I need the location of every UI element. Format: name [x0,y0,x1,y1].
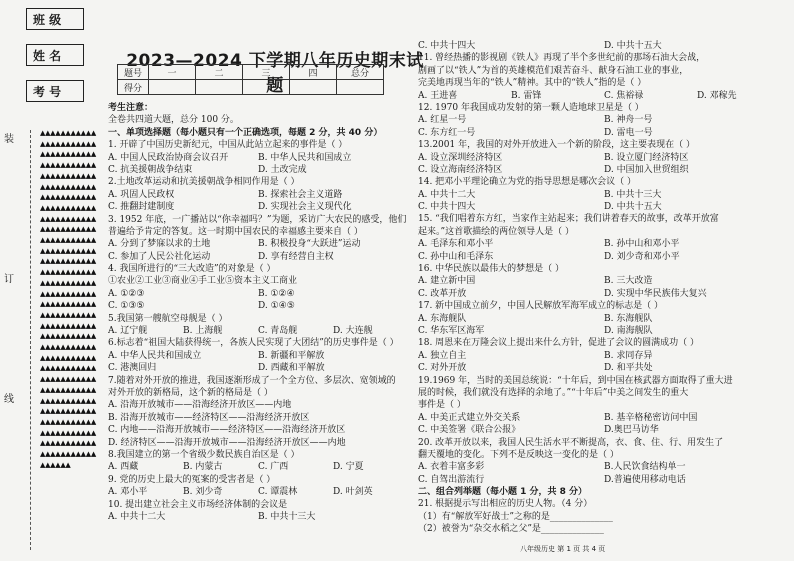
page-footer: 八年级历史 第 1 页 共 4 页 [520,545,606,553]
answer-option[interactable]: D. 土改完成 [258,164,307,175]
answer-option[interactable]: C. 华东军区海军 [418,325,485,336]
answer-option[interactable]: D. 西藏和平解放 [258,363,325,374]
answer-option[interactable]: C. 设立海南经济特区 [418,164,503,175]
answer-option[interactable]: C. 自驾出游流行 [418,474,485,485]
answer-options [418,189,790,201]
score-input[interactable] [149,80,196,95]
answer-options [108,461,408,473]
answer-option[interactable]: A. 独立自主 [418,350,467,361]
answer-option[interactable]: A. 中共十二大 [418,189,476,200]
answer-option[interactable]: D. 南海舰队 [604,325,653,336]
answer-option[interactable]: C. 改革开放 [418,288,467,299]
answer-options [108,511,408,523]
answer-option[interactable]: C. 孙中山和毛泽东 [418,251,494,262]
question-line: 14. 把邓小平理论确立为党的指导思想是哪次会议（ ） [418,177,637,188]
question-line: 5.我国第一艘航空母舰是（ ） [108,313,228,324]
question-line: 3. 1952 年底，一广播站以“你幸福吗？”为题，采访广大农民的感受，他们 [108,214,407,225]
answer-options [418,152,790,164]
answer-option[interactable]: D. 和平共处 [604,363,653,374]
question-line: 全卷共四道大题，总分 100 分。 [108,115,239,126]
score-cell: 一 [149,65,196,80]
question-line: 4. 我国所进行的“三大改造”的对象是（ ） [108,264,276,275]
answer-options [108,238,408,250]
answer-option[interactable]: B. 刘少奇 [183,487,223,498]
score-cell: 得分 [118,80,149,95]
answer-options [108,201,408,213]
question-line: 普遍给予肯定的答复。这一时期中国农民的幸福感主要来自（ ） [108,226,363,237]
answer-options [108,325,408,337]
score-row-headers [118,65,384,80]
answer-option[interactable]: A. 分到了梦寐以求的土地 [108,239,211,250]
answer-option[interactable]: D. 享有经营自主权 [258,251,334,262]
score-cell: 二 [196,65,243,80]
answer-option[interactable]: D. 实现社会主义现代化 [258,202,352,213]
question-line: 15. “我们唱着东方红，当家作主站起来；我们讲着春天的故事，改革开放富 [418,214,719,225]
answer-option[interactable]: D. 叶剑英 [333,487,373,498]
answer-options [108,486,408,498]
answer-options [418,275,790,287]
question-line: 一、单项选择题（每小题只有一个正确选项，每题 2 分，共 40 分） [108,127,383,138]
answer-option[interactable]: C. 推翻封建制度 [108,202,175,213]
answer-option[interactable]: A. 中共十二大 [108,511,166,522]
answer-options [418,127,790,139]
answer-option[interactable]: C. 中共十四大 [418,41,476,51]
answer-option[interactable]: A. 红星一号 [418,115,467,126]
answer-options [418,288,790,300]
answer-option[interactable]: C. 参加了人民公社化运动 [108,251,211,262]
answer-options [418,350,790,362]
answer-option[interactable]: B. 基辛格秘密访问中国 [604,412,698,423]
question-line: 翻天覆地的变化。下列不是反映这一变化的是（ ） [418,449,619,460]
answer-option[interactable]: B. 探索社会主义道路 [258,189,343,200]
answer-option[interactable]: B. 神舟一号 [604,115,653,126]
question-line: D. 经济特区——沿海开放城市——沿海经济开放区——内地 [108,437,346,448]
answer-option[interactable]: A. 邓小平 [108,487,148,498]
score-input[interactable] [243,80,290,95]
answer-option[interactable]: A. 辽宁舰 [108,326,148,337]
answer-options [108,300,408,312]
score-input[interactable] [290,80,337,95]
question-line: 16. 中华民族以最伟大的梦想是（ ） [418,264,565,275]
question-line: 11. 曾经热播的影视剧《铁人》再现了半个多世纪前的那场石油大会战， [418,53,706,64]
answer-option[interactable]: D. 大连舰 [333,326,373,337]
answer-option[interactable]: B. 雷锋 [511,90,542,101]
fold-mark-xian: 线 [4,394,14,405]
class-field[interactable]: 班 级 [26,8,84,30]
question-line: A. 沿海开放城市——沿海经济开放区——内地 [108,400,292,411]
exam-title: 2023—2024 下学期八年历史期末试题 [126,51,424,96]
question-line: 6.标志着“祖国大陆获得统一，各族人民实现了大团结”的历史事件是（ ） [108,338,399,349]
answer-option[interactable]: D.普遍使用移动电话 [604,474,686,485]
answer-option[interactable]: C. 东方红一号 [418,127,476,138]
question-line: 起来。”这首歌描绘的两位领导人是（ ） [418,226,574,237]
answer-option[interactable]: B. 中共十三大 [258,511,316,522]
question-line: 20. 改革开放以来，我国人民生活水平不断提高，衣、食、住、行、用发生了 [418,437,724,448]
answer-option[interactable]: C. 青岛舰 [258,326,298,337]
exam-number-field[interactable]: 考 号 [26,80,84,102]
answer-options [108,251,408,263]
answer-options [108,350,408,362]
answer-options [418,412,790,424]
answer-option[interactable]: C. 对外开放 [418,363,467,374]
question-line: B. 沿海开放城市——经济特区——沿海经济开放区 [108,412,310,423]
question-line: 19.1969 年，当时的美国总统说：“十年后，到中国在核武器方面取得了重大进 [418,375,733,386]
answer-options [108,288,408,300]
answer-option[interactable]: B. 内蒙古 [183,462,223,473]
answer-option[interactable]: B. 东海舰队 [604,313,653,324]
answer-options [418,114,790,126]
question-line: （1）有“解放军好战士”之称的是______________ [418,511,613,522]
answer-option[interactable]: A. 毛泽东和邓小平 [418,239,494,250]
question-line: 完美地再现当年的“铁人”精神。其中的“铁人”指的是（ ） [418,78,647,89]
question-line: 考生注意： [108,103,154,113]
answer-options [108,362,408,374]
question-line: 剧画了以“铁人”为首的英雄模范们艰苦奋斗、献身石油工业的事业， [418,65,689,76]
answer-option[interactable]: D. 中共十五大 [604,202,662,213]
answer-option[interactable]: A. 东海舰队 [418,313,467,324]
answer-option[interactable]: B. 积极投身“大跃进”运动 [258,239,361,250]
question-line: 21. 根据提示写出相应的历史人物。（4 分） [418,499,593,510]
name-field[interactable]: 姓 名 [26,44,84,66]
answer-option[interactable]: C. ①③⑤ [108,301,145,312]
answer-option[interactable]: D.奥巴马访华 [604,425,659,436]
answer-options [418,238,790,250]
fold-mark-zhuang: 装 [4,134,14,145]
answer-option[interactable]: B.人民饮食结构单一 [604,462,686,473]
answer-option[interactable]: D. 中国加入世贸组织 [604,164,689,175]
question-line: 事件是（ ） [418,400,466,411]
answer-options [418,313,790,325]
answer-options [418,90,790,102]
fold-mark-ding: 订 [4,274,14,285]
answer-option[interactable]: C. 中美签署《联合公报》 [418,425,521,436]
answer-options [418,474,790,486]
question-line: 8.我国建立的第一个省级少数民族自治区是（ ） [108,449,300,460]
answer-option[interactable]: C. 港澳回归 [108,363,157,374]
answer-options [418,424,790,436]
answer-option[interactable]: A. 中美正式建立外交关系 [418,412,521,423]
binding-dashed-line [30,130,31,550]
score-cell: 题号 [118,65,149,80]
question-line: （2）被誉为“杂交水稻之父”是______________ [418,524,604,535]
score-cell: 三 [243,65,290,80]
question-line: 二、组合列举题（每小题 1 分，共 8 分） [418,487,588,498]
question-line: 9. 党的历史上最大的冤案的受害者是（ ） [108,474,276,485]
answer-option[interactable]: C. 抗美援朝战争结束 [108,164,193,175]
answer-option[interactable]: A. 衣着丰富多彩 [418,462,485,473]
answer-option[interactable]: B. 中华人民共和国成立 [258,152,352,163]
answer-option[interactable]: A. 建立新中国 [418,276,476,287]
answer-options [418,40,790,52]
score-cell: 总分 [337,65,384,80]
score-cell: 四 [290,65,337,80]
answer-option[interactable]: A. 巩固人民政权 [108,189,175,200]
question-line: 2.土地改革运动和抗美援朝战争相同作用是（ ） [108,177,300,188]
question-line: 10. 提出建立社会主义市场经济体制的会议是 [108,499,288,510]
answer-option[interactable]: D. 中共十五大 [604,41,662,51]
answer-option[interactable]: B. 中共十三大 [604,189,662,200]
answer-option[interactable]: C. 焦裕禄 [604,90,644,101]
answer-option[interactable]: B. ①②④ [258,288,295,299]
answer-option[interactable]: A. 中华人民共和国成立 [108,350,202,361]
question-line: C. 内地——沿海开放城市——经济特区——沿海经济开放区 [108,425,346,436]
answer-option[interactable]: B. 上海舰 [183,326,223,337]
answer-options [418,251,790,263]
answer-option[interactable]: D. 邓稼先 [697,90,737,101]
question-line: 7.随着对外开放的推进，我国逐渐形成了一个全方位、多层次、宽领域的 [108,375,396,386]
question-line: ①农业②工业③商业④手工业⑤资本主义工商业 [108,276,298,287]
answer-options [418,164,790,176]
answer-option[interactable]: C. 谭震林 [258,487,298,498]
left-question-column [108,102,408,523]
question-line: 对外开放的新格局，这个新的格局是（ ） [108,387,273,398]
answer-option[interactable]: D. 刘少奇和邓小平 [604,251,680,262]
answer-option[interactable]: C. 广西 [258,462,289,473]
answer-option[interactable]: A. 设立深圳经济特区 [418,152,503,163]
answer-option[interactable]: B. 孙中山和邓小平 [604,239,680,250]
answer-options [108,189,408,201]
score-input[interactable] [196,80,243,95]
answer-options [108,164,408,176]
score-table [117,64,384,95]
answer-option[interactable]: B. 设立厦门经济特区 [604,152,689,163]
answer-options [108,152,408,164]
question-line: 13.2001 年，我国的对外开放进入一个新的阶段，这主要表现在（ ） [418,140,695,151]
question-line: 17. 新中国成立前夕，中国人民解放军海军成立的标志是（ ） [418,301,664,312]
answer-option[interactable]: B. 三大改造 [604,276,653,287]
score-row-values [118,80,384,95]
question-line: 1. 开辟了中国历史新纪元，中国从此站立起来的事件是（ ） [108,140,348,151]
binding-margin [0,0,102,561]
question-line: 18. 周恩来在万隆会议上提出来什么方针，促进了会议的圆满成功（ ） [418,338,700,349]
answer-option[interactable]: A. 西藏 [108,462,139,473]
question-line: 12. 1970 年我国成功发射的第一颗人造地球卫星是（ ） [418,102,644,113]
answer-option[interactable]: B. 求同存异 [604,350,653,361]
question-line: 展的时候，我们就没有选择的余地了。”“十年后”中美之间发生的重大 [418,387,689,398]
answer-options [418,362,790,374]
answer-options [418,325,790,337]
score-input[interactable] [337,80,384,95]
answer-options [418,461,790,473]
answer-option[interactable]: A. ①②③ [108,288,145,299]
answer-option[interactable]: A. 王进喜 [418,90,458,101]
answer-option[interactable]: D. 实现中华民族伟大复兴 [604,288,707,299]
answer-option[interactable]: D. ①④⑤ [258,301,295,312]
right-question-column [418,40,790,536]
triangle-border: ▲▲▲▲▲▲▲▲▲▲▲▲▲▲▲▲▲▲▲▲▲▲▲▲▲▲▲▲▲▲▲▲▲▲▲▲▲▲▲▲▲▲▲▲▲▲▲▲▲▲▲▲▲▲▲▲▲▲▲▲▲▲▲▲▲▲▲▲▲▲▲▲▲▲▲▲▲▲▲▲▲▲▲▲▲▲▲▲▲▲▲▲▲▲▲▲▲▲▲▲▲▲▲▲▲▲▲▲▲▲▲▲▲▲▲▲▲▲▲▲▲▲▲▲▲▲▲▲▲▲▲▲▲▲▲▲▲▲▲▲▲▲▲▲▲▲▲▲▲▲▲▲▲▲▲▲▲▲▲▲▲▲▲▲▲▲▲▲▲▲▲▲▲▲▲▲▲▲▲▲▲▲▲▲▲▲▲▲▲▲▲▲▲▲▲▲▲▲▲▲▲▲▲▲▲▲▲▲▲▲▲▲▲▲▲▲▲▲▲▲▲▲▲▲▲▲▲▲▲▲▲▲▲▲▲▲▲▲▲▲▲▲▲▲▲▲▲▲▲▲▲▲▲▲▲▲▲▲▲▲▲▲▲▲▲▲▲▲▲▲▲▲▲▲▲▲▲▲▲▲▲▲▲▲▲▲▲▲▲▲▲▲▲▲▲▲▲▲▲▲▲▲▲▲▲▲▲▲▲▲▲▲▲▲▲▲▲▲▲▲▲▲▲▲▲▲▲▲▲▲▲▲▲▲▲▲▲▲▲▲▲▲▲▲▲▲▲ [40,129,96,469]
answer-options [418,201,790,213]
answer-option[interactable]: C. 中共十四大 [418,202,476,213]
answer-option[interactable]: D. 宁夏 [333,462,364,473]
answer-option[interactable]: B. 新疆和平解放 [258,350,325,361]
answer-option[interactable]: D. 雷电一号 [604,127,653,138]
answer-option[interactable]: A. 中国人民政治协商会议召开 [108,152,229,163]
